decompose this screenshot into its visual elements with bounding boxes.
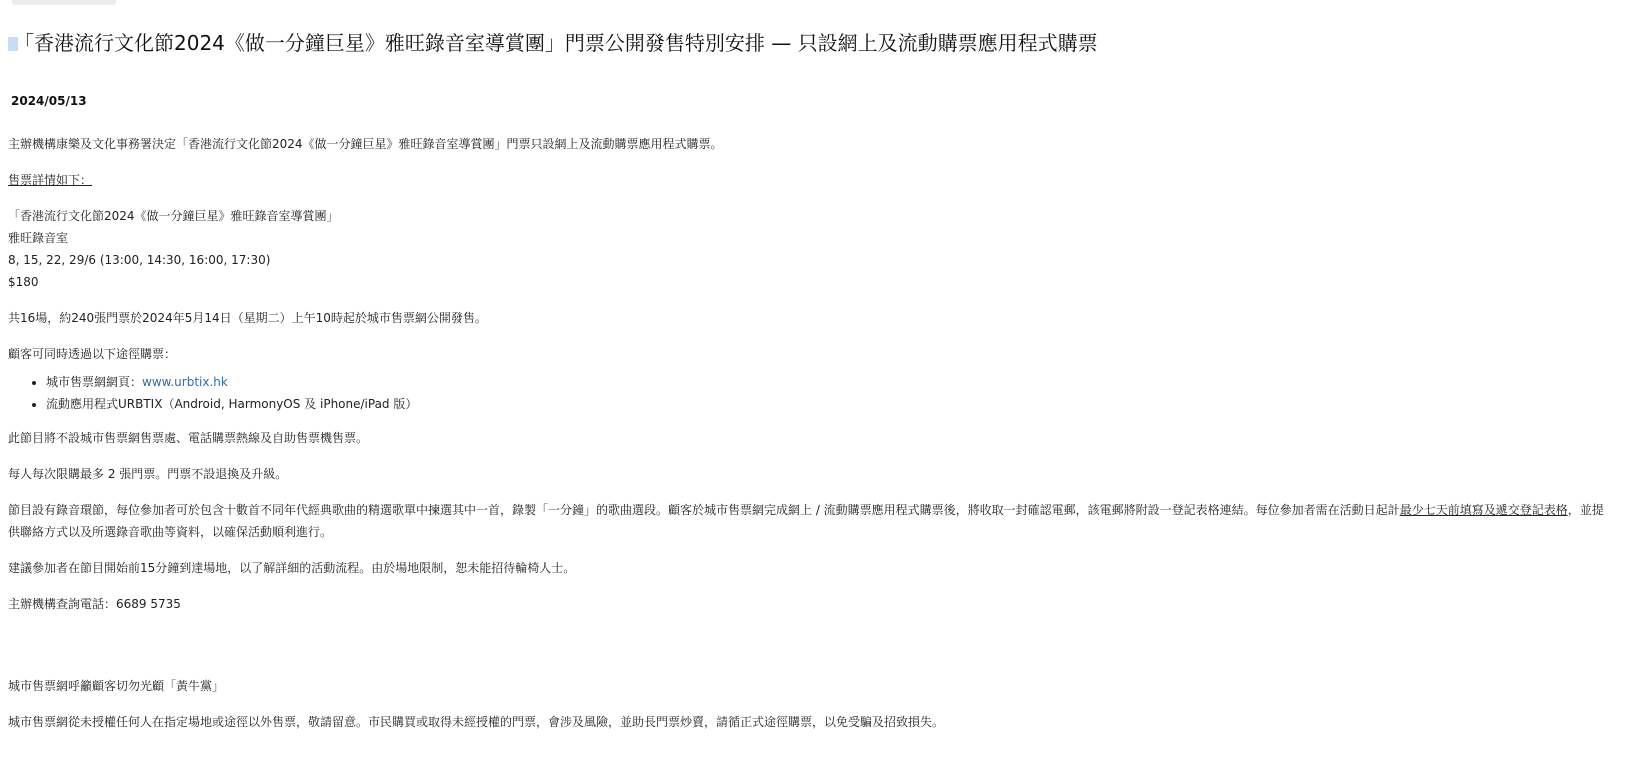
app-channel-label: 流動應用程式URBTIX（Android, HarmonyOS 及 iPhone/iPad 版） bbox=[46, 397, 418, 411]
urbtix-link[interactable]: www.urbtix.hk bbox=[142, 375, 228, 389]
sale-info-paragraph: 共16場，約240張門票於2024年5月14日（星期二）上午10時起於城市售票網公開發售。 bbox=[8, 311, 487, 325]
enquiry-paragraph: 主辦機構查詢電話：6689 5735 bbox=[8, 597, 181, 611]
channels-heading: 顧客可同時透過以下途徑購票： bbox=[8, 347, 177, 361]
web-channel-label: 城市售票網網頁： bbox=[46, 375, 143, 389]
announcement-page bbox=[8, 28, 1618, 729]
event-venue: 雅旺錄音室 bbox=[8, 231, 69, 245]
purchase-limit-paragraph: 每人每次限購最多 2 張門票。門票不設退換及升級。 bbox=[8, 467, 288, 481]
page-title-text: 「香港流行文化節2024《做一分鐘巨星》雅旺錄音室導賞團」門票公開發售特別安排 — 只設網上及流動購票應用程式購票 bbox=[14, 31, 1098, 55]
recording-deadline-emphasis: 最少七天前填寫及遞交登記表格 bbox=[1399, 503, 1568, 517]
list-item bbox=[46, 393, 1613, 415]
recording-text-2: ，並提供聯絡方式以及所選錄音歌曲等資料，以確保活動順利進行。 bbox=[8, 503, 1604, 539]
scalper-heading: 城市售票網呼籲顧客切勿光顧「黃牛黨」 bbox=[8, 679, 225, 693]
intro-paragraph: 主辦機構康樂及文化事務署決定「香港流行文化節2024《做一分鐘巨星》雅旺錄音室導賞團」門票只設網上及流動購票應用程式購票。 bbox=[8, 137, 723, 151]
event-price: $180 bbox=[8, 275, 39, 289]
recording-text-1: 節目設有錄音環節，每位參加者可於包含十數首不同年代經典歌曲的精選歌單中揀選其中一首，錄製「一分鐘」的歌曲選段。顧客於城市售票網完成網上 / 流動購票應用程式購票後，將收取一封確認電郵，該電郵將附設一登記表格連結。每位參加者需在活動日起計 bbox=[8, 503, 1400, 517]
event-dates: 8, 15, 22, 29/6 (13:00, 14:30, 16:00, 17:30) bbox=[8, 253, 271, 267]
list-item bbox=[46, 371, 1613, 393]
article-body bbox=[8, 133, 1613, 747]
publish-date: 2024/05/13 bbox=[11, 94, 87, 108]
no-counter-paragraph: 此節目將不設城市售票網售票處、電話購票熱線及自助售票機售票。 bbox=[8, 431, 369, 445]
page-title bbox=[8, 28, 1618, 58]
browser-tab-strip bbox=[12, 0, 116, 5]
scalper-paragraph: 城市售票網從未授權任何人在指定場地或途徑以外售票，敬請留意。市民購買或取得未經授權的門票，會涉及風險，並助長門票炒賣，請循正式途徑購票，以免受騙及招致損失。 bbox=[8, 715, 945, 729]
event-details bbox=[8, 205, 1613, 293]
details-heading: 售票詳情如下： bbox=[8, 173, 93, 187]
event-name: 「香港流行文化節2024《做一分鐘巨星》雅旺錄音室導賞團」 bbox=[8, 209, 339, 223]
recording-paragraph bbox=[8, 499, 1613, 543]
arrival-paragraph: 建議參加者在節目開始前15分鐘到達場地，以了解詳細的活動流程。由於場地限制，恕未能招待輪椅人士。 bbox=[8, 561, 576, 575]
channels-list bbox=[8, 371, 1613, 415]
section-spacer bbox=[8, 629, 1613, 675]
